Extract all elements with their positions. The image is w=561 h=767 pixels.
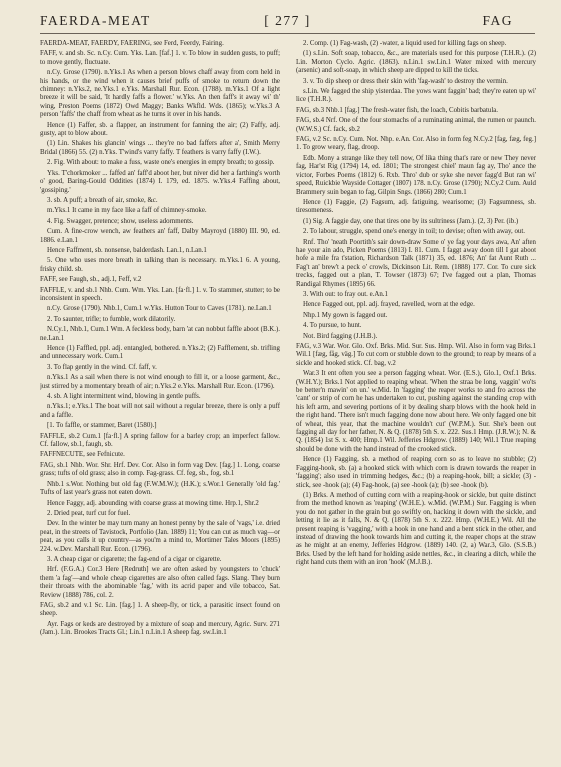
entry-paragraph: Edb. Mony a strange like they tell now, Of lika thing that's rare or new They never fag, Har'st Rig (1794) 14, ed. 1801; The strongest chiel' maun fag ay, Tho' ance the victor, Forbes Poems (1812) 6. Rxb. Thro' dub or syke she never fagg'd But ran wi' speed, Ruickbie Wayside Cottager (1807) 178. n.Cy. Grose (1790); N.Cy.2 Cum. Auld Brammery suin began to fag, Gilpin Sngs. (1866) 280; Cum.1 — [296, 154, 536, 196]
entry-paragraph: Hence Faggy, adj. abounding with coarse grass at mowing time. Hrp.1, Shr.2 — [47, 499, 259, 507]
entry-paragraph: 3. sb. A puff; a breath of air, smoke, &c. — [47, 196, 158, 204]
left-column — [40, 40, 280, 762]
running-head-right: FAG — [482, 13, 513, 28]
entry-paragraph: Hence (1) Fagging, sb. a method of reaping corn so as to leave no stubble; (2) Fagging-hook, sb. (a) a hooked stick with which corn is drawn towards the reaper in 'fagging'; also used in trimming hedges, &c.; (b) a reaping-hook, bill; a sickle; (3) -stick, see -hook (a); (4) Fag-hook, (a) see -hook (a); (b) see -hook (b). — [296, 456, 536, 489]
entry-paragraph: s.Lin. We fagged the ship yisterdaa. The yows want faggin' bad; they're eaten up wi' lice (T.H.R.). — [296, 88, 536, 104]
entry-paragraph: Cum. A fine-crow wench, aw feathers an' faff, Dalby Mayroyd (1880) III. 90, ed. 1886. e.Lan.1 — [40, 228, 280, 244]
entry-paragraph: 2. To labour, struggle, spend one's energy in toil; to devise; often with away, out. — [303, 228, 525, 236]
entry-paragraph: 3. v. To dip sheep or dress their skin with 'fag-wash' to destroy the vermin. — [303, 77, 508, 85]
entry-paragraph: n.Yks.1 As a sail when there is not wind enough to fill it, or a loose garment, &c., just stirred by a momentary breath of air; n.Yks.2 e.Yks. Marshall Rur. Econ. (1796). — [40, 374, 280, 390]
entry-paragraph: Nhp.1 My gown is fagged out. — [303, 311, 388, 319]
entry-paragraph: FAFFLE, sb.2 Cum.1 [fa·fl.] A spring fallow for a barley crop; an imperfect fallow. Cf. fallow, sb.1, faugh, sb. — [40, 432, 280, 449]
entry-paragraph: n.Yks.1; e.Yks.1 The boat will not sail without a regular breeze, there is only a puff and a faffle. — [40, 403, 280, 419]
entry-paragraph: FAFFLE, v. and sb.1 Nhb. Cum. Wm. Yks. Lan. [fa·fl.] 1. v. To stammer, stutter; to be inconsistent in speech. — [40, 286, 280, 302]
entry-paragraph: FAG, sb.1 Nhb. Wor. Shr. Hrf. Dev. Cor. Also in form vag Dev. [fag.] 1. Long, coarse grass; tufts of old grass; also in comp. Fag-grass. Cf. feg, sb., fog, sb.1 — [40, 461, 280, 478]
entry-paragraph: (1) Brks. A method of cutting corn with a reaping-hook or sickle, but quite distinct from the method known as 'reaping' (W.H.E.). w.Mid. (W.P.M.) Sur. Fagging is when you do not gather in the grain but go swiftly on, hacking it down with the sickle, and letting it lie as it falls, N. & Q. (1878) 5th S. x. 222. Hmp. (W.H.E.) Wil. All the present reaping is 'vagging,' with a hook in one hand and a bent stick in the other, and instead of drawing the hook towards him and cutting it, the reaper chops at the straw as he might at an enemy, Jefferies Hdgrow. (1889) 140. (2, a) War.3, Glo. (S.S.B.) Brks. Used by the left hand for holding aside nettles, &c., in clearing a ditch, while the right hand cuts them with an iron 'hook' (M.J.B.). — [296, 491, 536, 567]
entry-paragraph: (1) Lin. Shakes his glancin' wings ... they're no bad faffers after a', Smith Merry Bridal (1866) 55. (2) n.Yks. T'wind's varry faffy. T feathers is varry faffy (I.W.). — [40, 140, 280, 156]
running-head — [40, 13, 535, 35]
entry-paragraph: 2. To saunter, trifle; to fumble, work dilatorily. — [47, 315, 176, 323]
entry-paragraph: FAG, v.2 Sc. n.Cy. Cum. Not. Nhp. e.An. Cor. Also in form feg N.Cy.2 [fag, fæg, feg.] 1. To grow weary, flag, droop. — [296, 136, 536, 152]
entry-paragraph: 2. Comp. (1) Fag-wash, (2) -water, a liquid used for killing fags on sheep. — [303, 40, 507, 47]
entry-paragraph: 4. Fig. Swagger, pretence; show, useless adornments. — [47, 217, 194, 225]
entry-paragraph: (1) Sig. A faggie day, one that tires one by its sultriness (Jam.). (2, 3) Per. (ib.) — [303, 217, 519, 225]
entry-paragraph: Hence (1) Faggie, (2) Fagsum, adj. fatiguing, wearisome; (3) Fagsumness, sb. tiresomeness. — [296, 198, 536, 215]
header-rule — [40, 33, 535, 34]
entry-paragraph: N.Cy.1, Nhb.1, Cum.1 Wm. A feckless body, barn 'at can nobbut faffle aboot (B.K.). ne.Lan.1 — [40, 326, 280, 342]
entry-paragraph: 3. A cheap cigar or cigarette; the fag-end of a cigar or cigarette. — [47, 555, 222, 563]
entry-paragraph: Dev. In the winter be may turn many an honest penny by the sale of 'vags,' i.e. dried peat, in the streets of Tavistock, Portfolio (Jan. 1889) 11; You can cut as much vag—or peat, as you calls it up country—as you'm a mind to, Mortimer Tales Moors (1895) 224. w.Dev. Marshall Rur. Econ. (1796). — [40, 520, 280, 553]
entry-paragraph: FAG, v.3 War. Wor. Glo. Oxf. Brks. Mid. Sur. Sus. Hmp. Wil. Also in form vag Brks.1 Wil.1 [fæg, fåg, väg.] To cut corn or stubble down to the ground; to reap by means of a sickle and hooked stick. Cf. bag, v.2 — [296, 343, 536, 367]
entry-paragraph: FAFFNECUTE, see Fefnicute. — [40, 451, 125, 459]
entry-paragraph: [1. To faffle, or stammer, Baret (1580).] — [47, 422, 157, 430]
page-number: [ 277 ] — [264, 13, 311, 28]
entry-paragraph: FAFF, v. and sb. Sc. n.Cy. Cum. Yks. Lan. [faf.] 1. v. To blow in sudden gusts, to puff; to move gently, fluctuate. — [40, 50, 280, 66]
entry-paragraph: War.3 It ent often you see a person fagging wheat. Wor. (E.S.), Glo.1, Oxf.1 Brks. (W.H.Y.); Brks.1 Not applied to reaping wheat. 'When the straa be long, vaggin' wo'ts be better'n mawin' on un.' w.Mid. In 'fagging' the reaper works to and fro across the 'cant' or strip of corn he has undertaken to cut, pushing against the standing crop with his left arm, and severing portions of it by dealing sharp blows with the hook held in the right hand. 'There isn't much fagging done now about here. We only fagged one bit of wheat, this year, that the machine wouldn't cut' (W.P.M.). Sur. She's been out fagging all day for her father, N. & Q. (1878) 5th S. x. 222. Sus.1 Hmp. (J.R.W.); N. & Q. (1854) 1st S. x. 400; Hmp.1 Wil. Jefferies Hdgrow. (1889) 140; Wil.1 True reaping should be done with the hand instead of the crooked stick. — [296, 370, 536, 453]
entry-paragraph: 4. sb. A light intermittent wind, blowing in gentle puffs. — [47, 393, 201, 401]
entry-paragraph: Hence Fagged out, ppl. adj. frayed, ravelled, worn at the edge. — [303, 301, 475, 309]
entry-paragraph: Hrf. (F.G.A.) Cor.3 Here [Redruth] we are often asked by youngsters to 'chuck' them 'a fag'—and whole cheap cigarettes are also often called fags. Slang. They burn their throats with the abominable 'fag,' with its acrid paper and vile tobacco, Sat. Review (1888) 786, col. 2. — [40, 566, 280, 599]
entry-paragraph: 3. With out: to fray out. e.An.1 — [303, 290, 388, 298]
entry-paragraph: Hence Faffment, sb. nonsense, balderdash. Lan.1, n.Lan.1 — [47, 246, 207, 254]
entry-paragraph: m.Yks.1 It came in my face like a faff of chimney-smoke. — [47, 207, 207, 215]
entry-paragraph: FAG, sb.3 Nhb.1 [fag.] The fresh-water fish, the loach, Cobitis barbatula. — [296, 106, 499, 114]
entry-paragraph: FAFF, see Faugh, sb., adj.1, Feff, v.2 — [40, 276, 142, 284]
entry-paragraph: Not. Bird fagging (J.H.B.). — [303, 332, 378, 340]
entry-paragraph: FAG, sb.4 Nrf. One of the four stomachs of a ruminating animal, the rumen or paunch. (W.W.S.) Cf. fack, sb.2 — [296, 117, 536, 133]
entry-paragraph: (1) s.Lin. Soft soap, tobacco, &c., are materials used for this purpose (T.H.R.). (2) Lin. Morton Cyclo. Agric. (1863). n.Lin.1 sw.Lin.1 Water mixed with mercury (arsenic) and soft-soap, in which sheep are dipped to kill the ticks. — [296, 50, 536, 75]
entry-paragraph: Nhb.1 s.Wor. Nothing but old fag (F.W.M.W.); (H.K.); s.Wor.1 Generally 'old fag.' Tufts of last year's grass not eaten down. — [40, 480, 280, 497]
entry-paragraph: 5. One who uses more breath in talking than is necessary. m.Yks.1 6. A young, frisky child. sb. — [40, 257, 280, 273]
entry-paragraph: Rnf. Tho' 'neath Poortith's sair down-draw Some o' ye fag your days awa, An' aften hae your ain ado, Picken Poems (1813) I. 81. Cum. I faggt away doon till I gat aboot hofe a mile fra t'station, Richardson Talk (1871) 35, ed. 1876; An' fat Aunt Ruth ... Fag't an' brew't a peck o' crowls, Dickinson Lit. Rem. (1888) 177. Cor. To cure sick trecks, fagged out a plan, T. Towser (1873) 67; I've fagged out a plan, Thomas Randigal Rhymes (1895) 66. — [296, 238, 536, 288]
entry-paragraph: Ayr. Fags or keds are destroyed by a mixture of soap and mercury, Agric. Surv. 271 (Jam.). Lin. Brookes Tracts Gl.; Lin.1 n.Lin.1 A sheep fag. sw.Lin.1 — [40, 620, 280, 637]
entry-paragraph: FAG, sb.2 and v.1 Sc. Lin. [fag.] 1. A sheep-fly, or tick, a parasitic insect found on sheep. — [40, 601, 280, 618]
entry-paragraph: Yks. T'chorkmoker ... faffed an' faff'd aboot her, but niver did her a farthing's worth o' good, Baring-Gould Oddities (1874) I. 179, ed. 1875. w.Yks.4 Faffing about, 'gossiping.' — [40, 169, 280, 194]
entry-paragraph: FAERDA-MEAT, FAERDY, FAERING, see Ferd, Feerdy, Fairing. — [40, 40, 224, 47]
entry-paragraph: 4. To pursue, to hunt. — [303, 322, 362, 330]
entry-paragraph: 3. To flap gently in the wind. Cf. faff, v. — [47, 363, 157, 371]
entry-paragraph: 2. Dried peat, turf cut for fuel. — [47, 509, 131, 517]
entry-paragraph: n.Cy. Grose (1790). Nhb.1, Cum.1 w.Yks. Hutton Tour to Caves (1781). ne.Lan.1 — [47, 305, 272, 313]
running-head-left: FAERDA-MEAT — [40, 13, 151, 28]
entry-paragraph: n.Cy. Grose (1790). n.Yks.1 As when a person blows chaff away from corn held in his hands, or the wind when it causes brief puffs of smoke to return down the chimney: n.Yks.2, ne.Yks.1 e.Yks. Marshall Rur. Econ. (1788). m.Yks.1 Of a light breeze it will be said, 'It hardly faffs a flower.' w.Yks. An then faff's it away wi' th' wing, Preston Poems (1872) Owd Maggy; Banks Wkfld. Wds. (1865); w.Yks.3 A person 'faffs' the chaff from wheat as he turns it over in his hands. — [40, 69, 280, 119]
entry-paragraph: Hence (1) Faffer, sb. a flapper, an instrument for fanning the air; (2) Faffy, adj. gusty, apt to blow about. — [40, 121, 280, 138]
right-column — [296, 40, 536, 762]
entry-paragraph: 2. Fig. With about: to make a fuss, waste one's energies in empty breath; to gossip. — [47, 159, 275, 167]
entry-paragraph: Hence (1) Faffled, ppl. adj. entangled, bothered. n.Yks.2; (2) Fafflement, sb. trifling and unnecessary work. Cum.1 — [40, 345, 280, 361]
